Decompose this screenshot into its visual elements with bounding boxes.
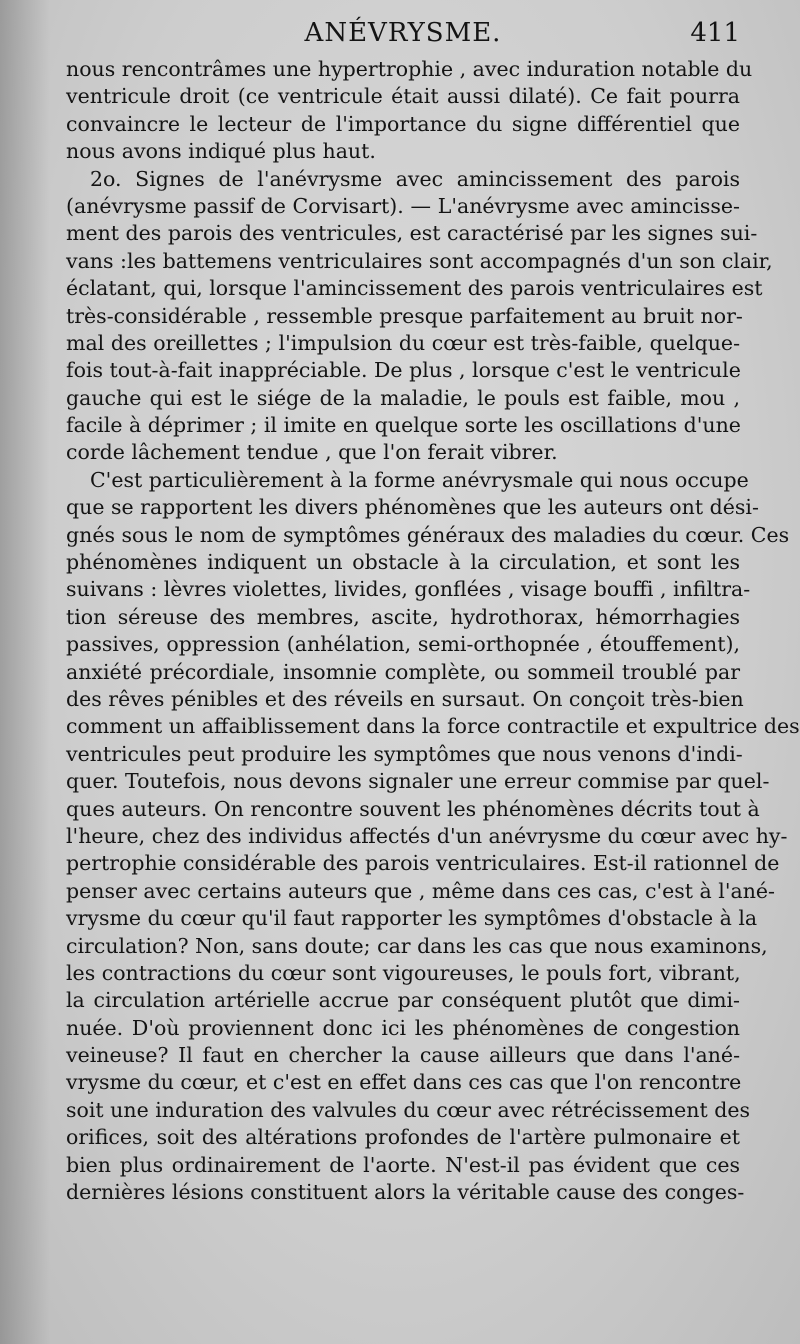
text-line: phénomènes indiquent un obstacle à la circulation, et sont les: [66, 550, 740, 575]
text-line: vrysme du cœur, et c'est en effet dans ces cas que l'on rencontre: [66, 1070, 742, 1095]
running-head: [66, 18, 740, 54]
text-line: les contractions du cœur sont vigoureuses, le pouls fort, vibrant,: [66, 960, 741, 985]
text-line: des rêves pénibles et des réveils en sursaut. On conçoit très-bien: [66, 686, 744, 711]
text-line: comment un affaiblissement dans la force contractile et expultrice des: [66, 714, 800, 739]
text-line: penser avec certains auteurs que , même dans ces cas, c'est à l'ané-: [66, 878, 775, 903]
text-line: très-considérable , ressemble presque parfaitement au bruit nor-: [66, 303, 743, 328]
text-line: veineuse? Il faut en chercher la cause ailleurs que dans l'ané-: [66, 1043, 740, 1068]
text-line: C'est particulièrement à la forme anévrysmale qui nous occupe: [90, 467, 749, 492]
text-line: 2o. Signes de l'anévrysme avec amincissement des parois: [90, 166, 740, 191]
text-line: fois tout-à-fait inappréciable. De plus , lorsque c'est le ventricule: [66, 358, 741, 383]
text-line: la circulation artérielle accrue par conséquent plutôt que dimi-: [66, 988, 740, 1013]
text-line: nous rencontrâmes une hypertrophie , avec induration notable du: [66, 57, 753, 81]
text-line: circulation? Non, sans doute; car dans les cas que nous examinons,: [66, 933, 768, 958]
text-line: ventricules peut produire les symptômes que nous venons d'indi-: [66, 741, 743, 766]
text-line: vrysme du cœur qu'il faut rapporter les symptômes d'obstacle à la: [66, 906, 758, 931]
text-line: anxiété précordiale, insomnie complète, ou sommeil troublé par: [66, 659, 740, 684]
text-line: quer. Toutefois, nous devons signaler une erreur commise par quel-: [66, 769, 770, 794]
text-line: éclatant, qui, lorsque l'amincissement des parois ventriculaires est: [66, 276, 763, 301]
text-line: convaincre le lecteur de l'importance du signe différentiel que: [66, 111, 740, 136]
text-line: ques auteurs. On rencontre souvent les phénomènes décrits tout à: [66, 796, 760, 821]
text-line: bien plus ordinairement de l'aorte. N'est-il pas évident que ces: [66, 1152, 740, 1177]
text-line: que se rapportent les divers phénomènes que les auteurs ont dési-: [66, 495, 759, 520]
body-text: [66, 56, 800, 1206]
text-line: mal des oreillettes ; l'impulsion du cœur est très-faible, quelque-: [66, 330, 740, 355]
text-line: orifices, soit des altérations profondes de l'artère pulmonaire et: [66, 1125, 740, 1150]
text-line: tion séreuse des membres, ascite, hydrothorax, hémorrhagies: [66, 604, 740, 629]
page-fold-shadow: [0, 0, 50, 1344]
text-line: ventricule droit (ce ventricule était aussi dilaté). Ce fait pourra: [66, 84, 740, 109]
text-line: soit une induration des valvules du cœur avec rétrécissement des: [66, 1097, 751, 1122]
text-line: ment des parois des ventricules, est caractérisé par les signes sui-: [66, 221, 758, 246]
text-line: (anévrysme passif de Corvisart). — L'anévrysme avec amincisse-: [66, 193, 740, 218]
text-line: suivans : lèvres violettes, livides, gonflées , visage bouffi , infiltra-: [66, 577, 751, 602]
text-line: nuée. D'où proviennent donc ici les phénomènes de congestion: [66, 1015, 740, 1040]
text-line: l'heure, chez des individus affectés d'un anévrysme du cœur avec hy-: [66, 823, 788, 848]
text-line: pertrophie considérable des parois ventriculaires. Est-il rationnel de: [66, 851, 780, 876]
text-line: passives, oppression (anhélation, semi-orthopnée , étouffement),: [66, 632, 740, 657]
text-line: facile à déprimer ; il imite en quelque sorte les oscillations d'une: [66, 413, 741, 438]
text-line: gauche qui est le siége de la maladie, le pouls est faible, mou ,: [66, 385, 740, 410]
text-line: gnés sous le nom de symptômes généraux des maladies du cœur. Ces: [66, 522, 790, 547]
text-line: nous avons indiqué plus haut.: [66, 139, 376, 164]
page-number: 411: [690, 18, 740, 48]
text-line: corde lâchement tendue , que l'on ferait vibrer.: [66, 440, 558, 465]
text-line: dernières lésions constituent alors la véritable cause des conges-: [66, 1180, 745, 1205]
text-line: vans :les battemens ventriculaires sont accompagnés d'un son clair,: [66, 248, 773, 273]
running-title: ANÉVRYSME.: [304, 18, 502, 48]
